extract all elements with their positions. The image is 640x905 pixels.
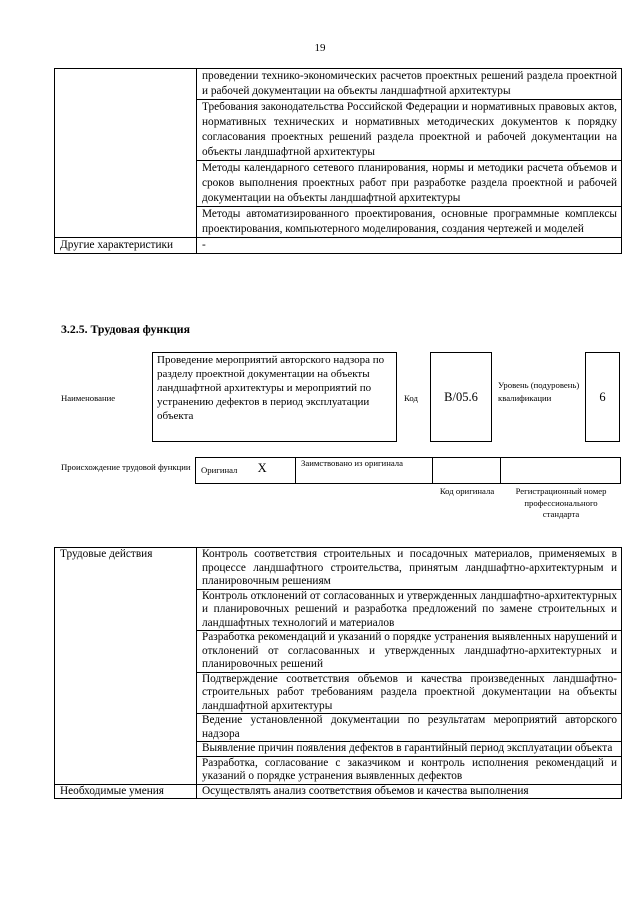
section-title: 3.2.5. Трудовая функция: [61, 322, 190, 336]
level-label: Уровень (подуровень) квалификации: [498, 380, 580, 403]
table-row: [196, 458, 621, 484]
function-code: B/05.6: [444, 389, 478, 404]
actions-label: Трудовые действия: [55, 548, 197, 785]
level-value: 6: [599, 389, 606, 404]
original-code-cell: [433, 458, 501, 484]
action-item: Контроль соответствия строительных и посадочных материалов, применяемых в процессе ландшафтного строительства, принятым ландшафтно-архитектурным и планировочным решениям: [197, 548, 622, 590]
function-name: Проведение мероприятий авторского надзора по разделу проектной документации на объекты ландшафтной архитектуры и мероприятий по устранению дефектов в период эксплуатации объекта: [157, 354, 385, 422]
level-box: [585, 352, 620, 442]
function-code-box: [430, 352, 492, 442]
original-label: Оригинал: [201, 465, 238, 475]
origin-label: Происхождение трудовой функции: [61, 462, 191, 472]
actions-table: [54, 547, 622, 799]
original-mark: X: [257, 461, 267, 475]
knowledge-item: Методы автоматизированного проектирования, основные программные комплексы проектирования, компьютерного моделирования, создания чертежей и моделей: [197, 207, 622, 238]
other-characteristics-label: Другие характеристики: [55, 238, 197, 254]
other-characteristics-value: -: [197, 238, 622, 254]
knowledge-item: проведении технико-экономических расчетов проектных решений раздела проектной и рабочей документации на объекты ландшафтной архитектуры: [197, 69, 622, 100]
knowledge-item: Требования законодательства Российской Федерации и нормативных правовых актов, нормативных технических и нормативных методических документов к порядку согласования проектных решений раздела проектной и рабочей документации на объекты ландшафтной архитектуры: [197, 100, 622, 161]
table-row: [55, 69, 622, 100]
borrowed-label: Заимствовано из оригинала: [301, 458, 403, 468]
registration-number-cell: [501, 458, 621, 484]
knowledge-table: [54, 68, 622, 254]
action-item: Выявление причин появления дефектов в гарантийный период эксплуатации объекта: [197, 742, 622, 757]
function-name-box: [152, 352, 397, 442]
action-item: Контроль отклонений от согласованных и утвержденных ландшафтно-архитектурных и планировочных решений и разработка предложений по замене строительных и ландшафтных технологий и материалов: [197, 589, 622, 631]
borrowed-cell: [296, 458, 433, 484]
skill-item: Осуществлять анализ соответствия объемов и качества выполнения: [197, 784, 622, 799]
action-item: Подтверждение соответствия объемов и качества произведенных ландшафтно-строительных работ требованиям раздела проектной документации на объекты ландшафтной архитектуры: [197, 672, 622, 714]
original-cell: [196, 458, 296, 484]
code-label: Код: [404, 393, 418, 403]
registration-caption: Регистрационный номер профессионального стандарта: [515, 486, 607, 519]
name-label: Наименование: [61, 393, 116, 403]
knowledge-item: Методы календарного сетевого планирования, нормы и методики расчета объемов и сроков выполнения проектных работ при разработке раздела проектной и рабочей документации на объекты ландшафтной архитектуры: [197, 161, 622, 207]
empty-label-cell: [55, 69, 197, 238]
action-item: Разработка, согласование с заказчиком и контроль исполнения рекомендаций и указаний о порядке устранения выявленных дефектов: [197, 756, 622, 784]
code-caption: Код оригинала: [439, 486, 495, 496]
table-row: [55, 548, 622, 590]
table-row: [55, 238, 622, 254]
page-number: 19: [314, 42, 326, 54]
action-item: Разработка рекомендаций и указаний о порядке устранения выявленных нарушений и отклонений от согласованных и утвержденных ландшафтно-архитектурных и планировочных решений: [197, 631, 622, 673]
action-item: Ведение установленной документации по результатам мероприятий авторского надзора: [197, 714, 622, 742]
table-row: [55, 784, 622, 799]
skills-label: Необходимые умения: [55, 784, 197, 799]
origin-table: [195, 457, 621, 484]
